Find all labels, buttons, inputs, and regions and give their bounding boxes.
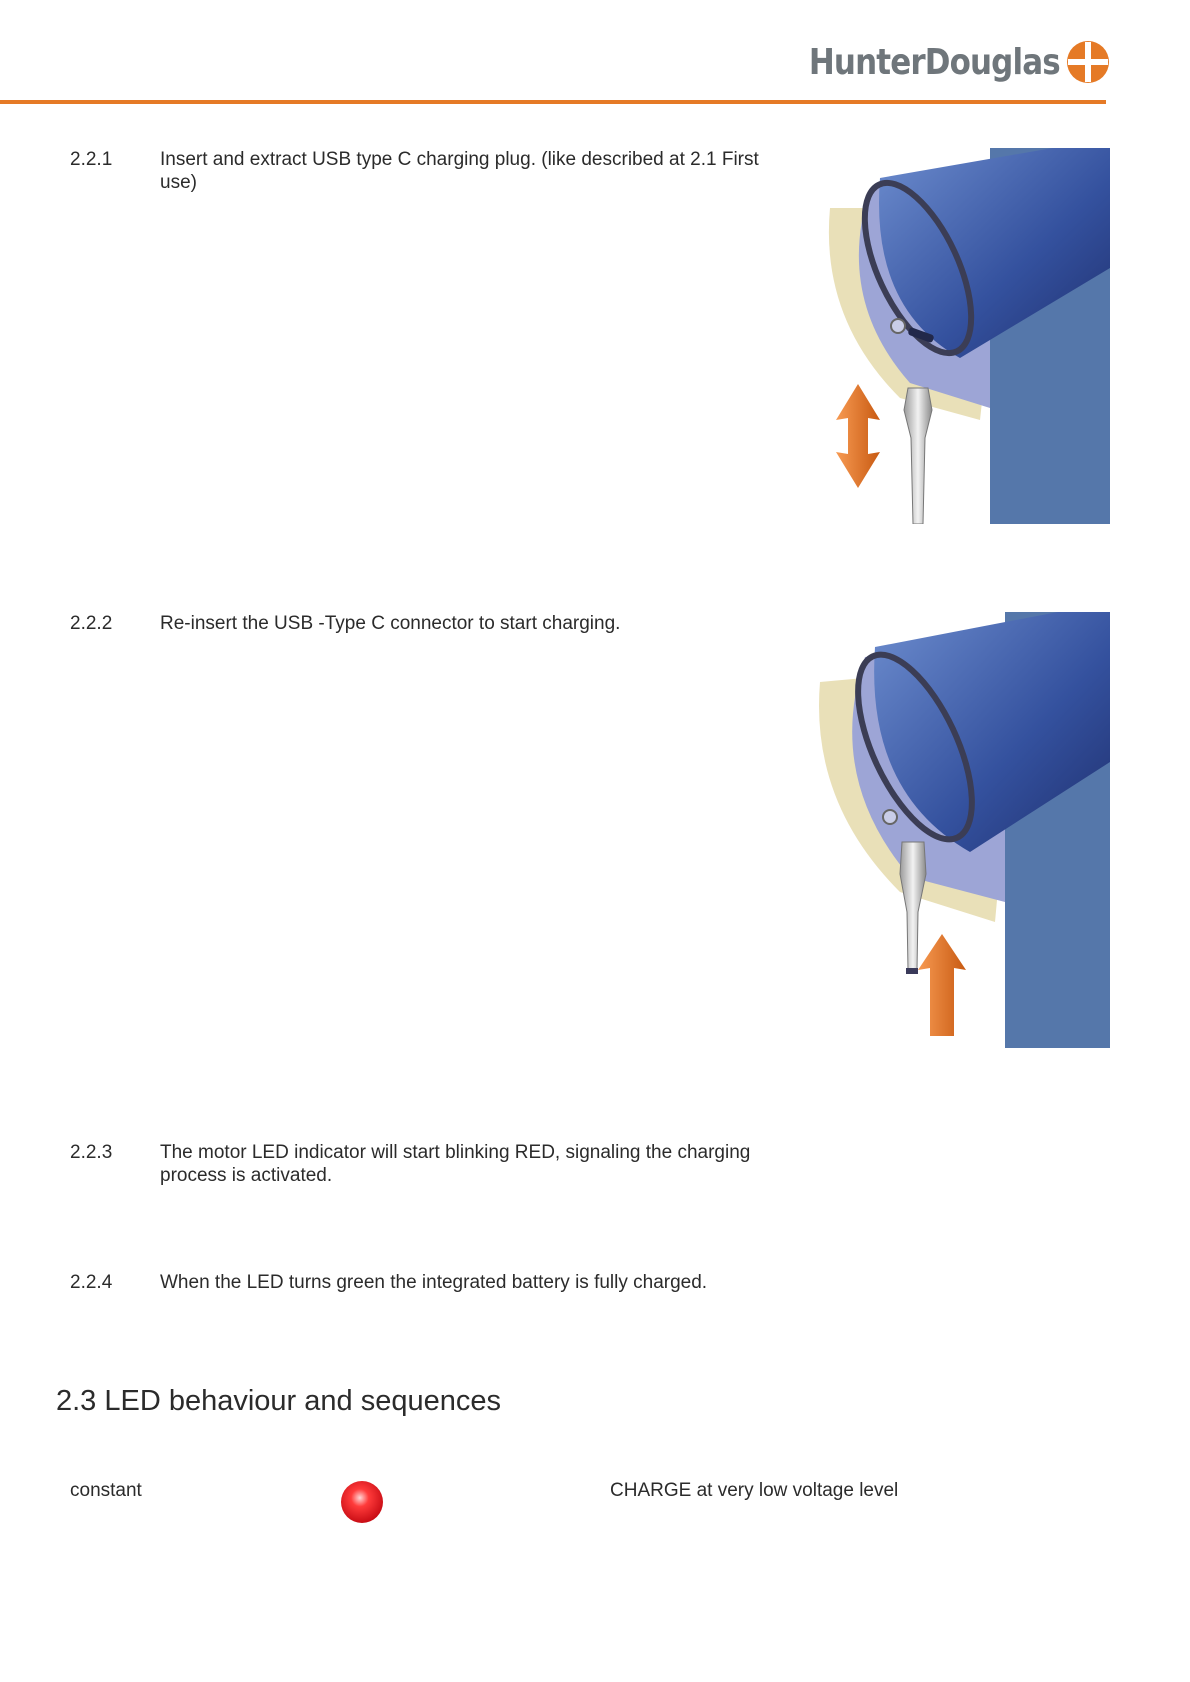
hunterdouglas-logo-icon [1066,40,1110,84]
led-mode: constant [70,1480,142,1501]
step-text: The motor LED indicator will start blinking RED, signaling the charging process is activated. [160,1142,751,1186]
red-led-icon [340,1480,384,1524]
usb-reinsert-illustration [810,612,1110,1048]
header-rule [0,100,1106,104]
brand-name: HunterDouglas [809,41,1060,83]
led-description: CHARGE at very low voltage level [610,1480,899,1501]
step-text: Re-insert the USB -Type C connector to start charging. [160,613,621,634]
step-2-2-4 [70,1271,760,1294]
step-2-2-1 [70,148,760,194]
step-2-2-3 [70,1141,760,1187]
usb-insert-extract-illustration [810,148,1110,524]
brand-logo [768,40,1110,84]
step-text: When the LED turns green the integrated battery is fully charged. [160,1272,708,1293]
step-number: 2.2.3 [70,1142,113,1163]
led-table-row [70,1480,1110,1540]
step-number: 2.2.1 [70,149,113,170]
step-2-2-2 [70,612,760,635]
step-number: 2.2.4 [70,1272,113,1293]
step-text: Insert and extract USB type C charging plug. (like described at 2.1 First use) [160,149,759,193]
step-number: 2.2.2 [70,613,113,634]
section-heading: 2.3 LED behaviour and sequences [56,1385,501,1417]
